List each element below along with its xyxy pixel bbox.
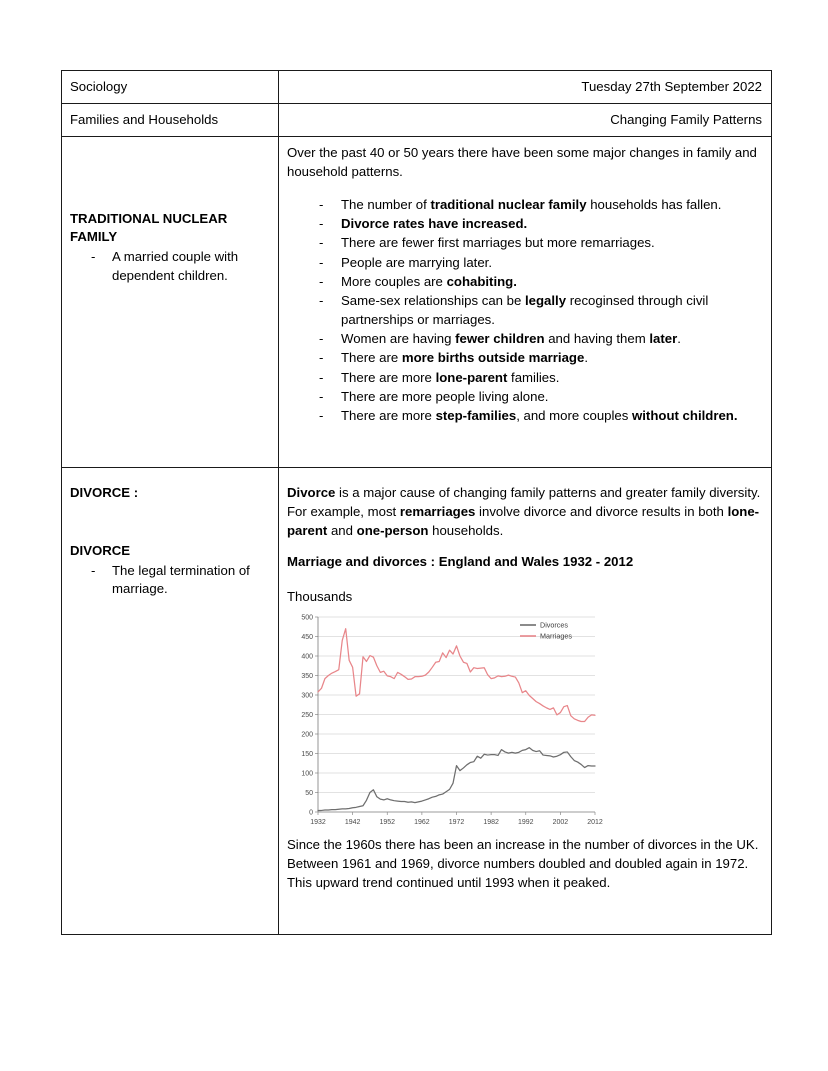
spacer (70, 196, 269, 210)
chart-x-tick-label: 2012 (587, 819, 603, 827)
subject-label: Sociology (70, 79, 128, 94)
list-item: - A married couple with dependent children. (70, 248, 269, 285)
divorce-paragraph (287, 484, 762, 540)
family-changes-bullet-list (287, 196, 762, 426)
list-item (287, 292, 762, 329)
bold-text: remarriages (399, 503, 476, 519)
bold-text: Divorce rates have increased. (341, 216, 528, 232)
bold-text: later (649, 331, 678, 347)
text: There are (341, 350, 402, 366)
chart-x-tick-label: 1952 (379, 819, 396, 827)
chart-series-divorces (318, 748, 595, 811)
text: , and more couples (516, 407, 633, 423)
text: involve divorce and divorce results in both (475, 503, 728, 519)
intro-paragraph: Over the past 40 or 50 years there have been some major changes in family and household patterns. (287, 145, 757, 180)
bold-text: one-person (356, 522, 429, 538)
cell-subject (62, 71, 279, 104)
spacer (287, 893, 762, 927)
text: recoginsed through civil partnerships or marriages. (341, 293, 709, 327)
chart-y-tick-label: 300 (301, 692, 313, 700)
text: There are more (341, 369, 436, 385)
chart-y-tick-label: 400 (301, 653, 313, 661)
spacer (70, 170, 269, 196)
bold-text: more births outside marriage (401, 350, 585, 366)
chart-series-marriages (318, 629, 595, 722)
chart-x-tick-label: 1992 (517, 819, 534, 827)
lesson-notes-table (61, 70, 772, 935)
list-item (287, 254, 762, 273)
spacer (287, 182, 762, 196)
chart-y-tick-label: 200 (301, 731, 313, 739)
chart-caption: Marriage and divorces : England and Wales 1932 - 2012 (287, 554, 634, 570)
text: There are more people living alone. (341, 388, 549, 404)
divorce-heading: DIVORCE : (70, 485, 139, 501)
cell-nuclear-family-notes (62, 137, 279, 468)
cell-divorce-notes (62, 468, 279, 934)
text: . (677, 331, 681, 347)
divorce-definition-heading: DIVORCE (70, 542, 131, 558)
legend-label-marriages: Marriages (540, 631, 572, 641)
cell-topic (62, 104, 279, 137)
table-row-nuclear-family (62, 137, 772, 468)
chart-y-tick-label: 100 (301, 770, 313, 778)
list-item: - The legal termination of marriage. (70, 562, 269, 599)
divorce-definition-bullet-list (70, 562, 269, 599)
nuclear-family-bullet-list (70, 248, 269, 285)
table-row-header-subject (62, 71, 772, 104)
list-item (287, 407, 762, 426)
text: families. (507, 369, 560, 385)
list-item (287, 273, 762, 292)
cell-date (279, 71, 772, 104)
chart-x-tick-label: 1972 (448, 819, 465, 827)
text: is a major cause of changing family patterns and greater family diversity. For example, most (287, 485, 761, 519)
spacer (287, 475, 762, 484)
chart-units-label: Thousands (287, 589, 353, 605)
text: Women are having (341, 331, 456, 347)
text: households has fallen. (586, 196, 722, 212)
list-item (287, 215, 762, 234)
text: The number of (341, 196, 431, 212)
closing-paragraph: Since the 1960s there has been an increase in the number of divorces in the UK. Between 1961 and 1969, divorce numbers doubled and doubled again in 1972. This upward trend continued until 1993 when it peaked. (287, 837, 759, 890)
text: Same-sex relationships can be (341, 293, 525, 309)
chart-y-tick-label: 50 (305, 790, 313, 798)
text: There are fewer first marriages but more remarriages. (341, 235, 655, 251)
lesson-title-label: Changing Family Patterns (610, 112, 762, 128)
topic-label: Families and Households (70, 112, 219, 128)
bold-text: step-families (435, 407, 517, 423)
chart-x-tick-label: 2002 (552, 819, 569, 827)
list-item (287, 369, 762, 388)
chart-x-tick-label: 1982 (483, 819, 499, 827)
text: There are more (341, 407, 436, 423)
bold-text: legally (525, 293, 567, 309)
cell-family-changes (279, 137, 772, 468)
chart-y-tick-label: 350 (301, 673, 313, 681)
bold-text: fewer children (455, 331, 545, 347)
chart-y-tick-label: 150 (301, 751, 313, 759)
spacer (70, 502, 269, 528)
spacer (70, 528, 269, 542)
bold-text: without children. (632, 407, 738, 423)
text: and (327, 522, 357, 538)
table-row-header-topic (62, 104, 772, 137)
chart-y-tick-label: 250 (301, 712, 313, 720)
text: . (584, 350, 588, 366)
bold-text: Divorce (287, 485, 336, 501)
cell-divorce-content (279, 468, 772, 934)
text: and having them (544, 331, 650, 347)
text: People are marrying later. (341, 254, 492, 270)
list-item (287, 330, 762, 349)
list-item (287, 234, 762, 253)
list-item (287, 388, 762, 407)
spacer (287, 426, 762, 460)
chart-y-tick-label: 500 (301, 614, 313, 622)
chart-svg (288, 611, 603, 836)
text: households. (428, 522, 504, 538)
date-label: Tuesday 27th September 2022 (581, 79, 762, 94)
list-item (287, 349, 762, 368)
bold-text: traditional nuclear family (430, 196, 587, 212)
bold-text: lone-parent (435, 369, 508, 385)
text: More couples are (341, 273, 447, 289)
spacer (70, 475, 269, 484)
chart-y-tick-label: 0 (309, 809, 313, 817)
bold-text: lone-parent (287, 503, 760, 538)
marriage-divorce-line-chart (288, 611, 603, 836)
legend-label-divorces: Divorces (540, 620, 568, 630)
cell-lesson-title (279, 104, 772, 137)
nuclear-family-heading: TRADITIONAL NUCLEAR FAMILY (70, 211, 228, 245)
spacer (70, 144, 269, 170)
chart-y-tick-label: 450 (301, 634, 313, 642)
chart-x-tick-label: 1962 (414, 819, 430, 827)
list-item (287, 196, 762, 215)
chart-x-tick-label: 1932 (310, 819, 326, 827)
bold-text: cohabiting. (446, 273, 517, 289)
chart-x-tick-label: 1942 (344, 819, 361, 827)
table-row-divorce (62, 468, 772, 934)
